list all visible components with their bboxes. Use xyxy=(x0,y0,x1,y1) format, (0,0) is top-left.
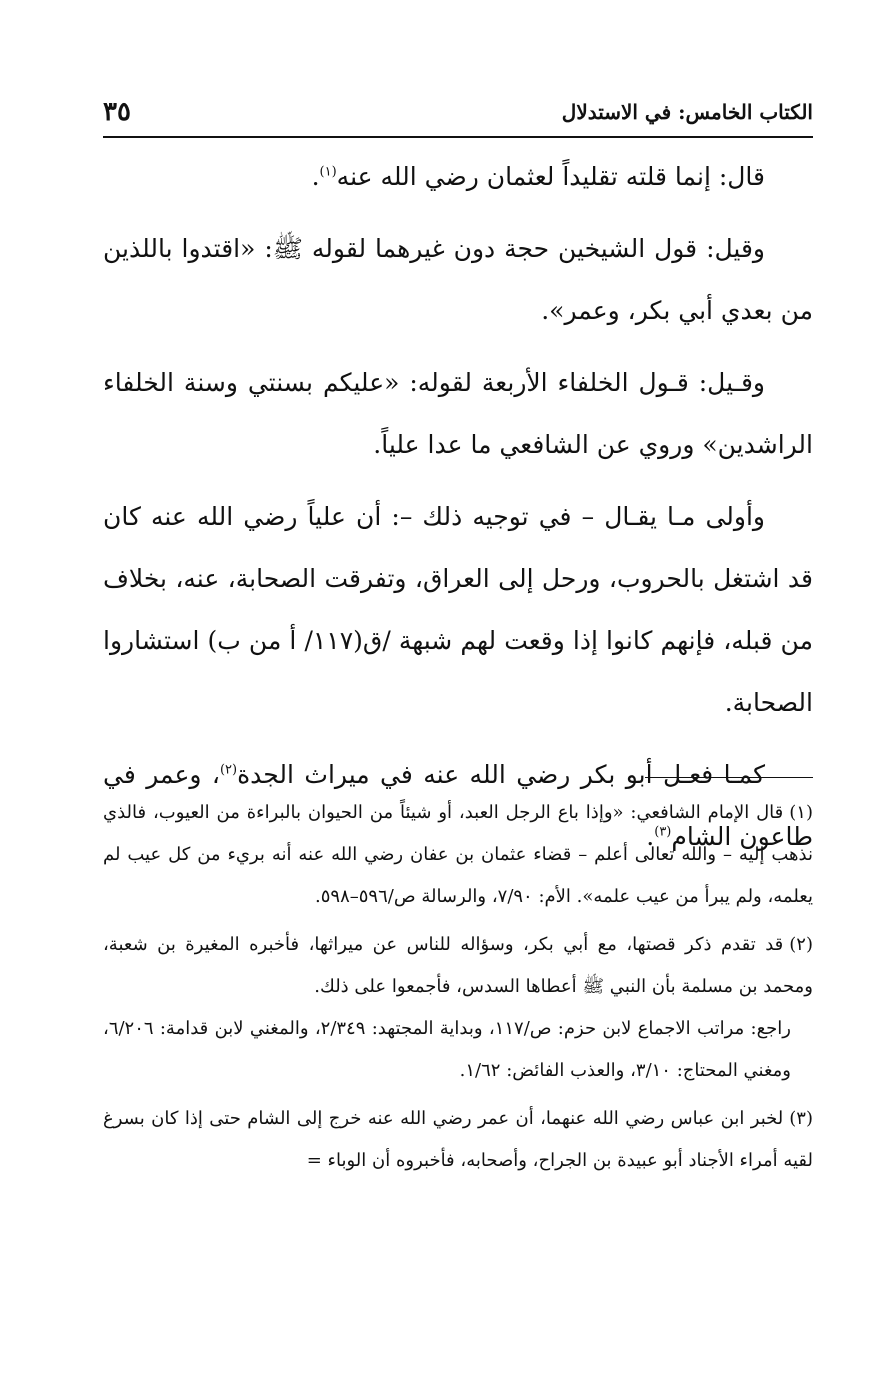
footnote-number: (١) xyxy=(789,802,813,823)
footnote-text: قال الإمام الشافعي: «وإذا باع الرجل العبد، أو شيئاً من الحيوان بالبراءة من العيوب، فالذي نذهب إليه – والله تعالى أعلم – قضاء عثمان بن عفان رضي الله عنه أنه بريء من كل عيب لم يعلمه، ولم يبرأ من عيب علمه». الأم: ٧/٩٠، والرسالة ص/٥٩٦–٥٩٨. xyxy=(103,802,813,907)
footnote-2 xyxy=(103,924,813,1092)
main-text xyxy=(103,146,813,878)
paragraph-3: وقـيل: قـول الخلفاء الأربعة لقوله: «عليكم بسنتي وسنة الخلفاء الراشدين» وروي عن الشافعي ما عدا علياً. xyxy=(103,368,813,459)
paragraph-1-text: قال: إنما قلته تقليداً لعثمان رضي الله عنه xyxy=(336,162,765,191)
footnote-ref-2: (٢) xyxy=(219,762,238,778)
paragraph-2: وقيل: قول الشيخين حجة دون غيرهما لقوله ﷺ: «اقتدوا باللذين من بعدي أبي بكر، وعمر». xyxy=(103,234,813,325)
footnote-1 xyxy=(103,792,813,918)
footnote-ref-3: (٣) xyxy=(654,824,672,840)
footnote-2-continuation: راجع: مراتب الاجماع لابن حزم: ص/١١٧، وبداية المجتهد: ٢/٣٤٩، والمغني لابن قدامة: ٦/٢٠٦، ومغني المحتاج: ٣/١٠، والعذب الفائض: ١/٦٢. xyxy=(103,1018,791,1081)
paragraph-1 xyxy=(103,146,813,208)
footnote-number: (٢) xyxy=(789,934,813,955)
paragraph-5-text-a: كمـا فعـل أبو بكر رضي الله عنه في ميراث الجدة xyxy=(237,760,765,789)
running-header xyxy=(103,92,813,132)
paragraph-1-end: . xyxy=(311,162,320,191)
paragraph-4: وأولى مـا يقـال – في توجيه ذلك –: أن علياً رضي الله عنه كان قد اشتغل بالحروب، ورحل إلى العراق، وتفرقت الصحابة، عنه، بخلاف من قبله، فإنهم كانوا إذا وقعت لهم شبهة /ق(١١٧/ أ من ب) استشاروا الصحابة. xyxy=(103,502,813,717)
header-divider xyxy=(103,136,813,138)
footnote-3 xyxy=(103,1098,813,1182)
footnote-ref-1: (١) xyxy=(319,164,337,180)
footnote-divider xyxy=(645,777,813,778)
footnote-number: (٣) xyxy=(789,1108,813,1129)
footnote-text: قد تقدم ذكر قصتها، مع أبي بكر، وسؤاله للناس عن ميراثها، فأخبره المغيرة بن شعبة، ومحمد بن مسلمة بأن النبي ﷺ أعطاها السدس، فأجمعوا على ذلك. xyxy=(103,934,813,997)
chapter-title: الكتاب الخامس: في الاستدلال xyxy=(561,100,813,124)
footnotes xyxy=(103,792,813,1188)
footnote-text: لخبر ابن عباس رضي الله عنهما، أن عمر رضي الله عنه خرج إلى الشام حتى إذا كان بسرغ لقيه أمراء الأجناد أبو عبيدة بن الجراح، وأصحابه، فأخبروه أن الوباء = xyxy=(103,1108,813,1171)
paragraph-5-text-b: ، وعمر في طاعون الشام xyxy=(103,760,813,851)
paragraph-5-end: . xyxy=(646,822,655,851)
page-number: ٣٥ xyxy=(103,97,131,127)
